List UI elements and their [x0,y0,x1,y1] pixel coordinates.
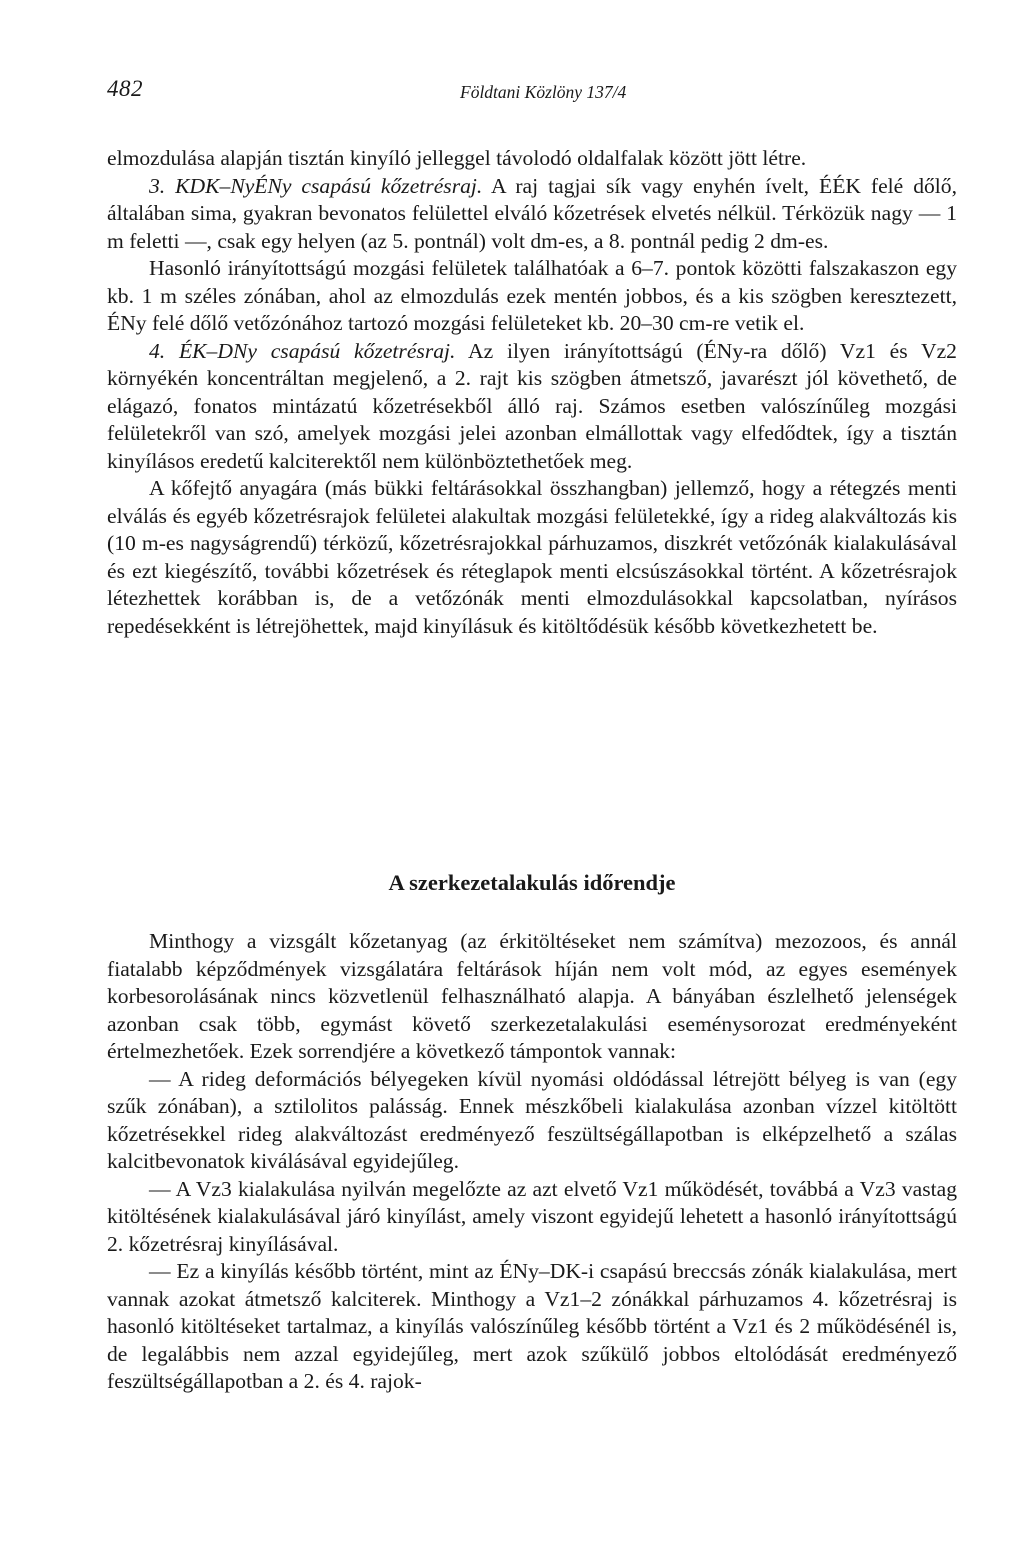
paragraph-continued: elmozdulása alapján tisztán kinyíló jelleggel távolodó oldalfalak között jött létre. [107,146,807,170]
paragraph-chronology-intro: Minthogy a vizsgált kőzetanyag (az érkitöltéseket nem számítva) mezozoos, és annál fiatalabb képződmények vizsgálatára feltárások híján nem volt mód, az egyes események korbesorolásának nincs közvetlenül felhasználható alapja. A bányában észlelhető jelenségek azonban csak több, egymást követő szerkezetalakulási eseménysorozat eredményeként értelmezhetőek. Ezek sorrendjére a következő támpontok vannak: [107,929,957,1063]
fracture-set-3-text: A raj tagjai sík vagy enyhén ívelt, ÉÉK felé dőlő, általában sima, gyakran bevonatos felülettel elváló kőzetrések elvetés nélkül. Térközük nagy — 1 m feletti —, csak egy helyen (az 5. pontnál) volt dm-es, a 8. pontnál pedig 2 dm-es. [107,173,957,253]
section-title: A szerkezetalakulás időrendje [388,870,676,895]
text-block-bottom [107,928,957,1396]
running-head: Földtani Közlöny 137/4 [460,82,627,102]
paragraph-quarry-material: A kőfejtő anyagára (más bükki feltárásokkal összhangban) jellemző, hogy a rétegzés menti elválás és egyéb kőzetrésrajok felületei alakultak mozgási felületekké, így a rideg alakváltozás kis (10 m-es nagyságrendű) térközű, kőzetrésrajokkal párhuzamos, diszkrét vetőzónák kialakulásával és ezt kiegészítő, további kőzetrések és réteglapok menti elcsúszásokkal történt. A kőzetrésrajok létezhettek korábban is, de a vetőzónák menti elmozdulásokkal kapcsolatban, nyírásos repedésekként is létrejöhettek, majd kinyílásuk és kitöltődésük később következhetett be. [107,476,957,638]
page-number: 482 [107,76,143,101]
fracture-set-3-heading: 3. KDK–NyÉNy csapású kőzetrésraj. [149,173,483,198]
paragraph-fracture-set-3 [107,173,957,256]
fracture-set-4-heading: 4. ÉK–DNy csapású kőzetrésraj. [149,338,456,363]
paragraph-fracture-set-4 [107,338,957,476]
list-item-stylolite: — A rideg deformációs bélyegeken kívül nyomási oldódással létrejött bélyeg is van (egy szűk zónában), a sztilolitos palásság. Ennek mészkőbeli kialakulása azonban vízzel kitöltött kőzetrésekkel rideg alakváltozást eredményező feszültségállapotban is elképzelhető a szálas kalcitbevonatok kiválásával egyidejűleg. [107,1066,957,1173]
text-block-top [107,145,957,640]
list-item-opening: — Ez a kinyílás később történt, mint az ÉNy–DK-i csapású breccsás zónák kialakulása, mert vannak azokat átmetsző kalciterek. Minthogy a Vz1–2 zónákkal párhuzamos 4. kőzetrésraj is hasonló kitöltéseket tartalmaz, a kinyílás valószínűleg később történt a Vz1 és 2 működésénél is, de legalábbis nem azzal egyidejűleg, mert azok szűkülő jobbos eltolódását eredményező feszültségállapotban a 2. és 4. rajok- [107,1259,957,1393]
paragraph-similar-surfaces: Hasonló irányítottságú mozgási felületek találhatóak a 6–7. pontok közötti falszakaszon egy kb. 1 m széles zónában, ahol az elmozdulás ezek mentén jobbos, és a kis szögben keresztezett, ÉNy felé dőlő vetőzónához tartozó mozgási felületeket kb. 20–30 cm-re vetik el. [107,256,957,335]
fracture-set-4-text: Az ilyen irányítottságú (ÉNy-ra dőlő) Vz1 és Vz2 környékén koncentráltan megjelenő, a 2. rajt kis szögben átmetsző, javarészt jól követhető, de elágazó, fonatos mintázatú kőzetrésekből álló raj. Számos esetben valószínűleg mozgási felületekről van szó, amelyek mozgási jelei azonban elmállottak vagy elfedődtek, így a tisztán kinyílásos eredetű kalciterektől nem különböztethetőek meg. [107,338,957,473]
list-item-vz3: — A Vz3 kialakulása nyilván megelőzte az azt elvető Vz1 működését, továbbá a Vz3 vastag kitöltésének kialakulásával járó kinyílást, amely viszont egyidejű lehetett a hasonló irányítottságú 2. kőzetrésraj kinyílásával. [107,1176,957,1256]
